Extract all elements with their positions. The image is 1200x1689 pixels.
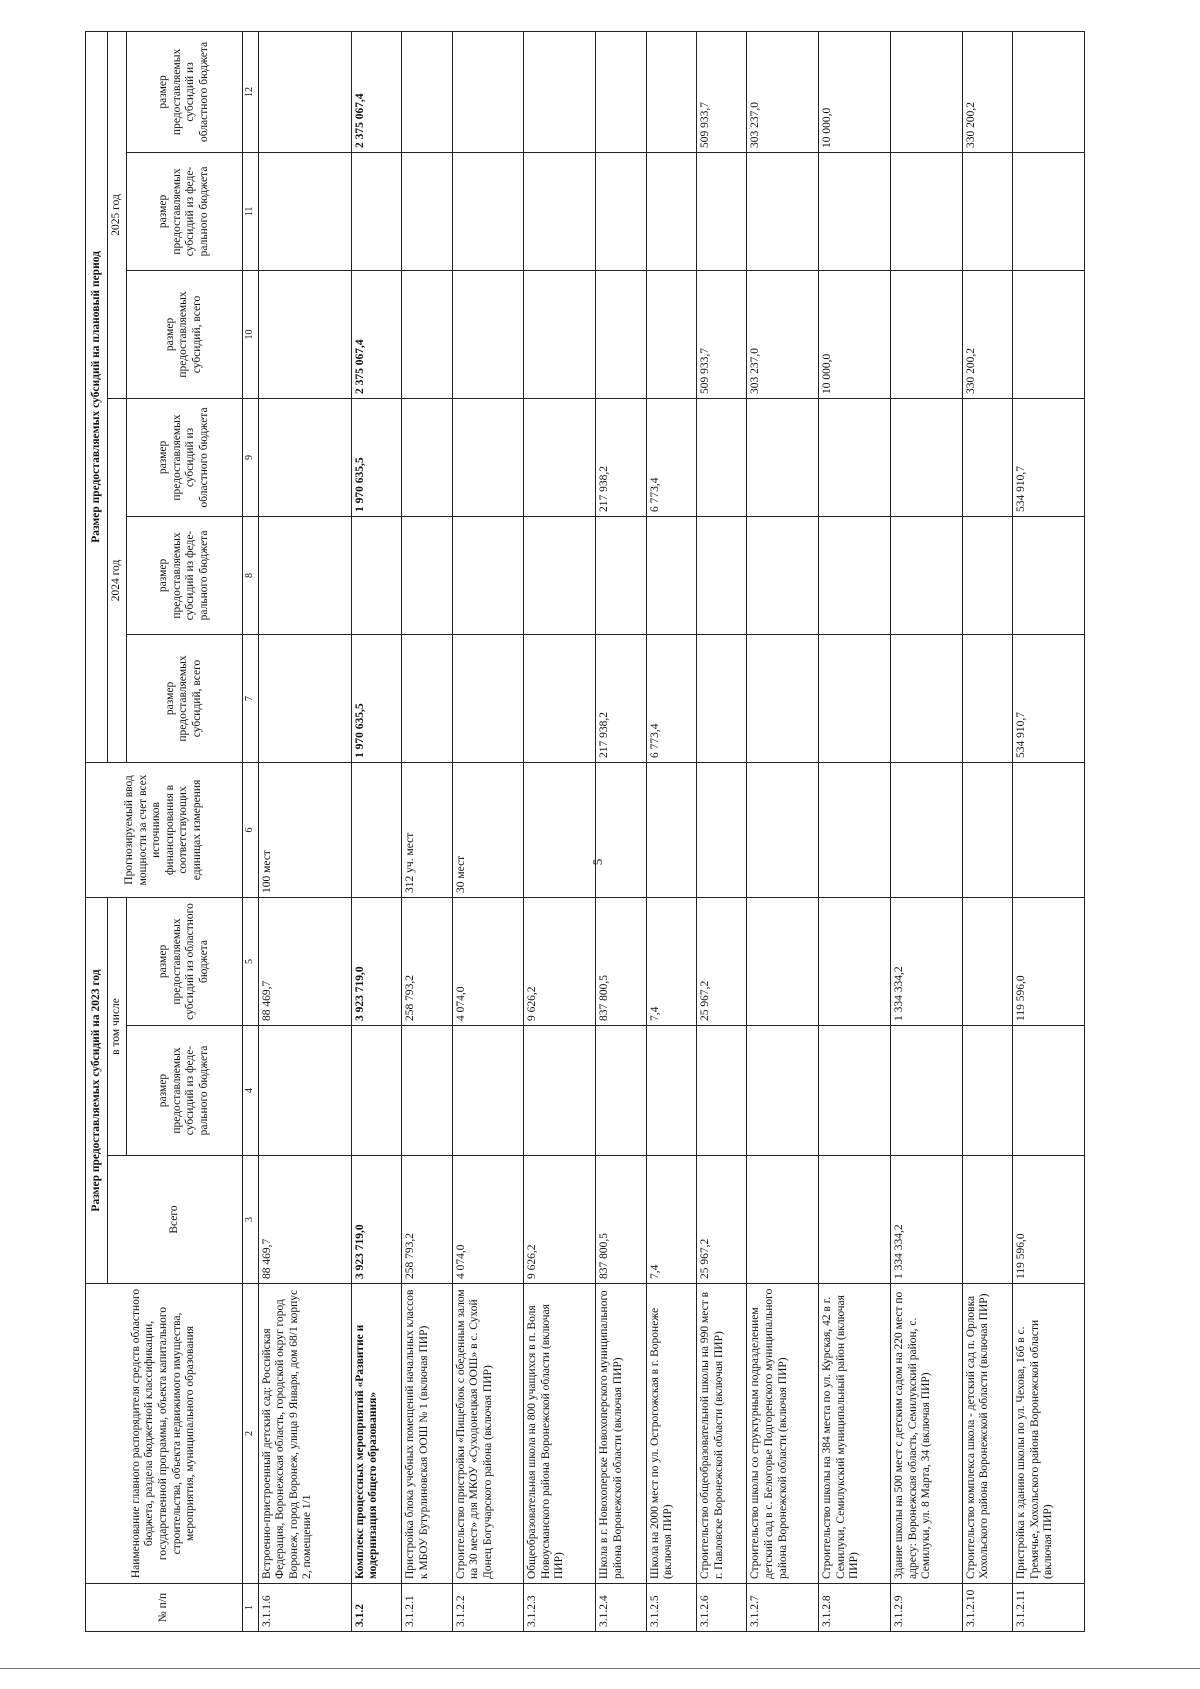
col-number: 1 [242, 1584, 258, 1632]
value-cell: 10 000,0 [819, 270, 891, 398]
row-name-cell: Школа на 2000 мест по ул. Острогожская в г. Воронеже (включая ПИР) [646, 1284, 696, 1584]
value-cell [696, 634, 746, 762]
value-cell: 25 967,2 [696, 897, 746, 1025]
row-number-cell: 3.1.2.9 [890, 1584, 962, 1632]
value-cell: 303 237,0 [747, 31, 819, 152]
value-cell [351, 762, 401, 897]
value-cell [596, 1026, 646, 1156]
value-cell [452, 270, 524, 398]
header-including: в том числе [108, 897, 127, 1155]
value-cell [402, 398, 452, 516]
value-cell [596, 516, 646, 634]
value-cell [696, 398, 746, 516]
table-row [696, 31, 746, 1631]
value-cell [524, 31, 596, 152]
value-cell [646, 1026, 696, 1156]
value-cell [1013, 1026, 1085, 1156]
value-cell: 509 933,7 [696, 31, 746, 152]
table-row [596, 31, 646, 1631]
row-number-cell: 3.1.2.6 [696, 1584, 746, 1632]
value-cell [747, 152, 819, 270]
row-name-cell: Строительство школы на 384 места по ул. Курская, 42 в г. Семилуки, Семилукский муниципальный район (включая ПИР) [819, 1284, 891, 1584]
header-plan-total-2025: размер предоставляемых субсидий, всего [126, 270, 242, 398]
value-cell [819, 762, 891, 897]
value-cell [524, 634, 596, 762]
subsidies-table [85, 31, 1085, 1632]
value-cell: 25 967,2 [696, 1156, 746, 1284]
page-number: 5 [590, 858, 605, 866]
value-cell: 258 793,2 [402, 897, 452, 1025]
value-cell [747, 398, 819, 516]
col-number: 8 [242, 516, 258, 634]
table-row [747, 31, 819, 1631]
value-cell: 534 910,7 [1013, 634, 1085, 762]
value-cell [890, 762, 962, 897]
value-cell [402, 634, 452, 762]
value-cell [646, 516, 696, 634]
value-cell [351, 516, 401, 634]
header-plan-regional-2025: размер предоставляемых субсидий из областного бюджета [126, 31, 242, 152]
value-cell: 837 800,5 [596, 1156, 646, 1284]
value-cell: 9 626,2 [524, 1156, 596, 1284]
value-cell [747, 762, 819, 897]
value-cell [596, 762, 646, 897]
header-capacity: Прогнозируемый ввод мощности за счет всех источников финансирования в соответствующих единицах измерения [86, 762, 243, 897]
value-cell [747, 1026, 819, 1156]
row-name-cell: Встроенно-пристроенный детский сад: Российская Федерация, Воронежская область, городской округ город Воронеж, город Воронеж, улица 9 Января, дом 68/1 корпус 2, помещение 1/1 [258, 1284, 351, 1584]
col-number: 7 [242, 634, 258, 762]
value-cell: 217 938,2 [596, 634, 646, 762]
value-cell: 2 375 067,4 [351, 31, 401, 152]
header-plan-federal-2024: размер предоставляемых субсидий из феде-рального бюджета [126, 516, 242, 634]
value-cell [402, 1026, 452, 1156]
value-cell: 7,4 [646, 897, 696, 1025]
value-cell [890, 516, 962, 634]
value-cell [524, 762, 596, 897]
header-federal-2023: размер предоставляемых субсидий из феде-рального бюджета [126, 1026, 242, 1156]
table-body [258, 31, 1084, 1631]
header-group-plan: Размер предоставляемых субсидий на плановый период [86, 31, 108, 762]
row-name-cell: Пристройка блока учебных помещений начальных классов к МБОУ Бутурлиновская ООШ № 1 (включая ПИР) [402, 1284, 452, 1584]
row-name-cell: Здание школы на 500 мест с детским садом на 220 мест по адресу: Воронежская область, Семилукский район, с. Семилуки, ул. 8 Марта, 34 (включая ПИР) [890, 1284, 962, 1584]
col-number: 9 [242, 398, 258, 516]
value-cell [402, 152, 452, 270]
value-cell [596, 270, 646, 398]
value-cell [696, 762, 746, 897]
value-cell [1013, 762, 1085, 897]
header-plan-total-2024: размер предоставляемых субсидий, всего [126, 634, 242, 762]
value-cell [696, 516, 746, 634]
value-cell: 1 334 334,2 [890, 897, 962, 1025]
value-cell [351, 152, 401, 270]
value-cell: 1 970 635,5 [351, 634, 401, 762]
value-cell [452, 31, 524, 152]
value-cell: 303 237,0 [747, 270, 819, 398]
value-cell [890, 634, 962, 762]
value-cell: 330 200,2 [962, 31, 1012, 152]
value-cell: 217 938,2 [596, 398, 646, 516]
value-cell [452, 398, 524, 516]
table-row [646, 31, 696, 1631]
value-cell [351, 1026, 401, 1156]
value-cell: 4 074,0 [452, 897, 524, 1025]
value-cell [258, 398, 351, 516]
value-cell [524, 1026, 596, 1156]
value-cell: 534 910,7 [1013, 398, 1085, 516]
value-cell: 312 уч. мест [402, 762, 452, 897]
row-name-cell: Школа в г. Новохоперске Новохоперского муниципального района Воронежской области (включая ПИР) [596, 1284, 646, 1584]
row-name-cell: Общеобразовательная школа на 800 учащихся в п. Воля Новоусманского района Воронежской области (включая ПИР) [524, 1284, 596, 1584]
row-name-cell: Строительство комплекса школа - детский сад п. Орловка Хохольского района Воронежской области (включая ПИР) [962, 1284, 1012, 1584]
value-cell [696, 152, 746, 270]
row-number-cell: 3.1.2.10 [962, 1584, 1012, 1632]
table-row [258, 31, 351, 1631]
value-cell [819, 634, 891, 762]
value-cell: 6 773,4 [646, 634, 696, 762]
value-cell [646, 152, 696, 270]
value-cell [819, 516, 891, 634]
table-row [452, 31, 524, 1631]
value-cell: 1 970 635,5 [351, 398, 401, 516]
value-cell: 119 596,0 [1013, 897, 1085, 1025]
rotated-page [85, 32, 1085, 1632]
header-regional-2023: размер предоставляемых субсидий из областного бюджета [126, 897, 242, 1025]
value-cell [819, 897, 891, 1025]
value-cell [819, 152, 891, 270]
value-cell: 6 773,4 [646, 398, 696, 516]
header-name: Наименование главного распорядителя средств областного бюджета, раздела бюджетной классификации, государственной программы, объекта капитального строительства, объекта недвижимого имущества, мероприятия, муниципального образования [86, 1284, 243, 1584]
row-name-cell: Строительство пристройки «Пищеблок с обеденным залом на 30 мест» для МКОУ «Суходонецкая ООШ» в с. Сухой Донец Богучарского района (включая ПИР) [452, 1284, 524, 1584]
table-row [524, 31, 596, 1631]
value-cell [646, 270, 696, 398]
value-cell [258, 1026, 351, 1156]
table-row [402, 31, 452, 1631]
value-cell: 258 793,2 [402, 1156, 452, 1284]
value-cell: 3 923 719,0 [351, 1156, 401, 1284]
value-cell [890, 152, 962, 270]
value-cell [1013, 152, 1085, 270]
header-total: Всего [108, 1156, 243, 1284]
value-cell [962, 1156, 1012, 1284]
value-cell [524, 398, 596, 516]
row-number-cell: 3.1.2.3 [524, 1584, 596, 1632]
value-cell [747, 897, 819, 1025]
value-cell [890, 1026, 962, 1156]
row-number-cell: 3.1.2.1 [402, 1584, 452, 1632]
value-cell: 88 469,7 [258, 897, 351, 1025]
value-cell [596, 31, 646, 152]
col-number: 3 [242, 1156, 258, 1284]
value-cell [402, 31, 452, 152]
value-cell [524, 516, 596, 634]
value-cell [890, 270, 962, 398]
value-cell: 837 800,5 [596, 897, 646, 1025]
row-number-cell: 3.1.2.4 [596, 1584, 646, 1632]
row-name-cell: Пристройка к зданию школы по ул. Чехова, 16б в с. Гремячье, Хохольского района Воронежской области (включая ПИР) [1013, 1284, 1085, 1584]
scan-edge-line [0, 1668, 1200, 1669]
value-cell [646, 762, 696, 897]
value-cell [258, 31, 351, 152]
value-cell: 30 мест [452, 762, 524, 897]
value-cell [890, 31, 962, 152]
value-cell [1013, 270, 1085, 398]
value-cell [258, 634, 351, 762]
value-cell [524, 270, 596, 398]
row-name-cell: Строительство общеобразовательной школы на 990 мест в г. Павловске Воронежской области (включая ПИР) [696, 1284, 746, 1584]
value-cell: 10 000,0 [819, 31, 891, 152]
value-cell: 2 375 067,4 [351, 270, 401, 398]
header-year-2025: 2025 год [108, 31, 127, 398]
value-cell: 100 мест [258, 762, 351, 897]
value-cell: 330 200,2 [962, 270, 1012, 398]
header-group-2023: Размер предоставляемых субсидий на 2023 год [86, 897, 108, 1283]
value-cell: 4 074,0 [452, 1156, 524, 1284]
row-name-cell: Строительство школы со структурным подразделением детский сад в с. Белогорье Подгоренского муниципального района Воронежской области (включая ПИР) [747, 1284, 819, 1584]
value-cell: 119 596,0 [1013, 1156, 1085, 1284]
value-cell [452, 1026, 524, 1156]
row-number-cell: 3.1.2.11 [1013, 1584, 1085, 1632]
value-cell [962, 897, 1012, 1025]
header-plan-federal-2025: размер предоставляемых субсидий из феде-рального бюджета [126, 152, 242, 270]
table-row [890, 31, 962, 1631]
value-cell [452, 634, 524, 762]
value-cell [452, 152, 524, 270]
value-cell [962, 634, 1012, 762]
value-cell [646, 31, 696, 152]
row-number-cell: 3.1.2 [351, 1584, 401, 1632]
value-cell: 9 626,2 [524, 897, 596, 1025]
value-cell [890, 398, 962, 516]
table-row [351, 31, 401, 1631]
value-cell [696, 1026, 746, 1156]
value-cell [747, 516, 819, 634]
value-cell [402, 516, 452, 634]
value-cell [819, 1156, 891, 1284]
table-row [962, 31, 1012, 1631]
value-cell [962, 762, 1012, 897]
col-number: 10 [242, 270, 258, 398]
row-number-cell: 3.1.2.8 [819, 1584, 891, 1632]
header-year-2024: 2024 год [108, 398, 127, 762]
row-number-cell: 3.1.2.2 [452, 1584, 524, 1632]
col-number: 12 [242, 31, 258, 152]
table-row [819, 31, 891, 1631]
row-number-cell: 3.1.2.5 [646, 1584, 696, 1632]
value-cell [1013, 31, 1085, 152]
value-cell: 88 469,7 [258, 1156, 351, 1284]
value-cell: 509 933,7 [696, 270, 746, 398]
value-cell [1013, 516, 1085, 634]
header-plan-regional-2024: размер предоставляемых субсидий из областного бюджета [126, 398, 242, 516]
value-cell [819, 1026, 891, 1156]
value-cell: 3 923 719,0 [351, 897, 401, 1025]
col-number: 4 [242, 1026, 258, 1156]
value-cell [819, 398, 891, 516]
value-cell: 7,4 [646, 1156, 696, 1284]
value-cell [962, 516, 1012, 634]
value-cell [962, 1026, 1012, 1156]
row-number-cell: 3.1.2.7 [747, 1584, 819, 1632]
value-cell [258, 152, 351, 270]
value-cell [596, 152, 646, 270]
value-cell [402, 270, 452, 398]
value-cell: 1 334 334,2 [890, 1156, 962, 1284]
col-number: 5 [242, 897, 258, 1025]
col-number: 2 [242, 1284, 258, 1584]
col-number: 11 [242, 152, 258, 270]
value-cell [962, 398, 1012, 516]
row-name-cell: Комплекс процессных мероприятий «Развитие и модернизация общего образования» [351, 1284, 401, 1584]
header-num: № п/п [86, 1584, 243, 1632]
value-cell [747, 634, 819, 762]
row-number-cell: 3.1.1.6 [258, 1584, 351, 1632]
value-cell [258, 270, 351, 398]
value-cell [258, 516, 351, 634]
value-cell [524, 152, 596, 270]
table-row [1013, 31, 1085, 1631]
col-number: 6 [242, 762, 258, 897]
value-cell [962, 152, 1012, 270]
value-cell [747, 1156, 819, 1284]
value-cell [452, 516, 524, 634]
